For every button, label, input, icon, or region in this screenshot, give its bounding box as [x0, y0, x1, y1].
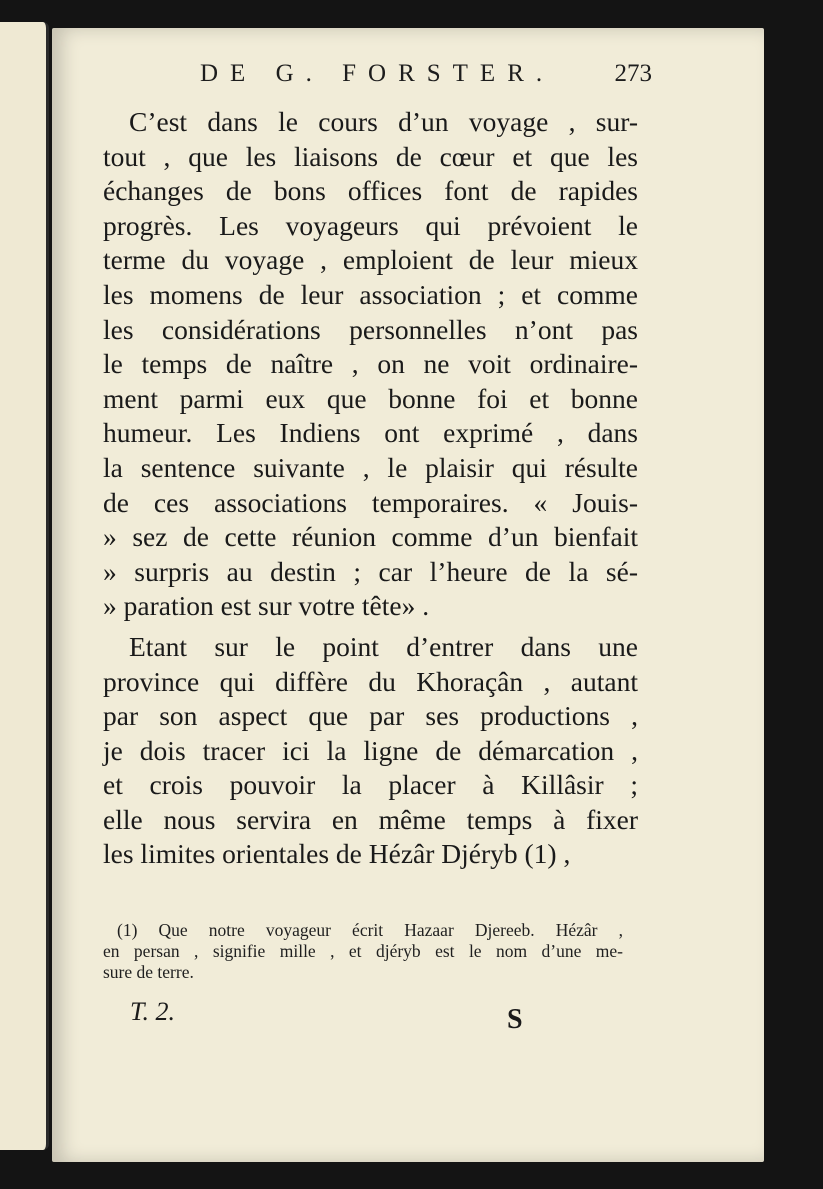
text-line: de ces associations temporaires. « Jouis- [103, 486, 638, 518]
footnote-line: en persan , signifie mille , et djéryb est le nom d’une me- [103, 941, 623, 961]
text-line: les considérations personnelles n’ont pas [103, 313, 638, 345]
text-line: terme du voyage , emploient de leur mieux [103, 244, 638, 276]
text-line: elle nous servira en même temps à fixer [103, 803, 638, 835]
footnote-line: sure de terre. [103, 962, 194, 982]
text-line: échanges de bons offices font de rapides [103, 175, 638, 207]
text-line: Etant sur le point d’entrer dans une [129, 630, 638, 662]
text-line: ment parmi eux que bonne foi et bonne [103, 382, 638, 414]
text-line: et crois pouvoir la placer à Killâsir ; [103, 769, 638, 801]
text-line: C’est dans le cours d’un voyage , sur- [129, 106, 638, 137]
text-line: la sentence suivante , le plaisir qui résulte [103, 451, 638, 483]
volume-mark: T. 2. [130, 997, 176, 1026]
page-number: 273 [614, 60, 652, 87]
body-text [103, 105, 638, 872]
text-line: province qui diffère du Khoraçân , autant [103, 665, 638, 697]
running-header [200, 60, 660, 100]
text-line: » paration est sur votre tête» . [103, 590, 430, 622]
footnote [103, 920, 623, 983]
text-line: le temps de naître , on ne voit ordinaire- [103, 348, 638, 380]
signature-letter: S [507, 1004, 523, 1035]
paragraph-2 [103, 630, 638, 872]
text-line: les limites orientales de Hézâr Djéryb (1) , [103, 838, 571, 870]
text-line: » surpris au destin ; car l’heure de la sé- [103, 555, 638, 587]
text-line: tout , que les liaisons de cœur et que les [103, 140, 638, 172]
footnote-line: (1) Que notre voyageur écrit Hazaar Djereeb. Hézâr , [117, 920, 623, 940]
text-line: » sez de cette réunion comme d’un bienfait [103, 521, 638, 553]
paragraph-1 [103, 105, 638, 624]
facing-page-edge [0, 22, 49, 1150]
text-line: par son aspect que par ses productions , [103, 700, 638, 732]
text-line: humeur. Les Indiens ont exprimé , dans [103, 417, 638, 449]
running-title: DE G. FORSTER. [200, 60, 555, 87]
text-line: progrès. Les voyageurs qui prévoient le [103, 209, 638, 241]
text-line: je dois tracer ici la ligne de démarcation , [103, 734, 638, 766]
text-line: les momens de leur association ; et comme [103, 278, 638, 310]
